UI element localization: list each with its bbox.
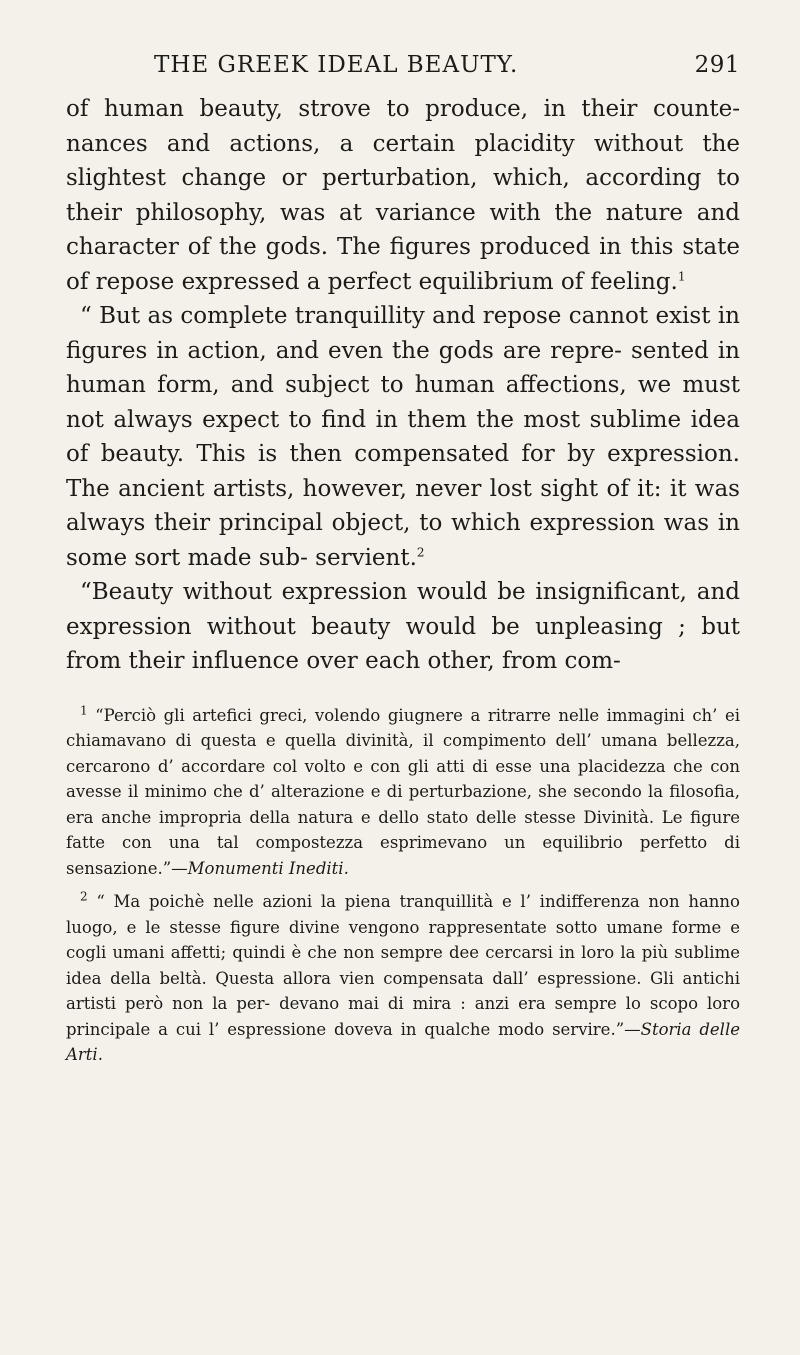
book-page bbox=[66, 52, 740, 1076]
footnote-2-marker: 2 bbox=[80, 889, 88, 904]
running-title: THE GREEK IDEAL BEAUTY. bbox=[154, 52, 519, 78]
paragraph-1-text: of human beauty, strove to produce, in their counte- nances and actions, a certain placidity without the slightest change or perturbation, which, according to their philosophy, was at variance with the nature and character of the gods. The figures produced in this state of repose expressed a perfect equilibrium of feeling. bbox=[66, 96, 740, 295]
running-head bbox=[66, 52, 740, 78]
footnote-1-source: Monumenti Inediti. bbox=[187, 858, 349, 878]
footnote-1-text: “Perciò gli artefici greci, volendo giugnere a ritrarre nelle immagini ch’ ei chiamavano di questa e quella divinità, il compimento dell’ umana bellezza, cercarono d’ accordare col volto e con gli atti di esse una placidezza che con avesse il minimo che d’ alterazione e di perturbazione, she secondo la filosofia, era anche impropria della natura e dello stato delle stesse Divinità. Le figure fatte con una tal compostezza esprimevano un equilibrio perfetto di sensazione.”— bbox=[66, 705, 740, 878]
footnote-ref-1: 1 bbox=[677, 268, 686, 283]
footnote-2-text: “ Ma poichè nelle azioni la piena tranquillità e l’ indifferenza non hanno luogo, e le stesse figure divine vengono rappresentate sotto umane forme e cogli umani affetti; quindi è che non sempre dee cercarsi in loro la più sublime idea della beltà. Questa allora vien compensata dall’ espressione. Gli antichi artisti però non la per- devano mai di mira : anzi era sempre lo scopo loro principale a cui l’ espressione doveva in qualche modo servire.”— bbox=[66, 892, 740, 1039]
paragraph-1 bbox=[66, 92, 740, 299]
footnote-ref-2: 2 bbox=[416, 544, 425, 559]
footnote-1-marker: 1 bbox=[80, 703, 88, 717]
paragraph-3: “Beauty without expression would be insignificant, and expression without beauty would be unpleasing ; but from their influence over each other, from com- bbox=[66, 579, 740, 674]
footnotes bbox=[66, 703, 740, 1068]
paragraph-2-text: “ But as complete tranquillity and repose cannot exist in figures in action, and even the gods are repre- sented in human form, and subject to human affections, we must not always expect to find in them the most sublime idea of beauty. This is then compensated for by expression. The ancient artists, however, never lost sight of it: it was always their principal object, to which expression was in some sort made sub- servient. bbox=[66, 303, 740, 571]
body-text bbox=[66, 92, 740, 679]
footnote-1 bbox=[66, 703, 740, 882]
page-number: 291 bbox=[694, 52, 740, 78]
footnote-2 bbox=[66, 889, 740, 1068]
spacer bbox=[66, 679, 740, 703]
footnote-2-source: Storia delle Arti. bbox=[66, 1019, 741, 1064]
paragraph-2 bbox=[66, 299, 740, 575]
